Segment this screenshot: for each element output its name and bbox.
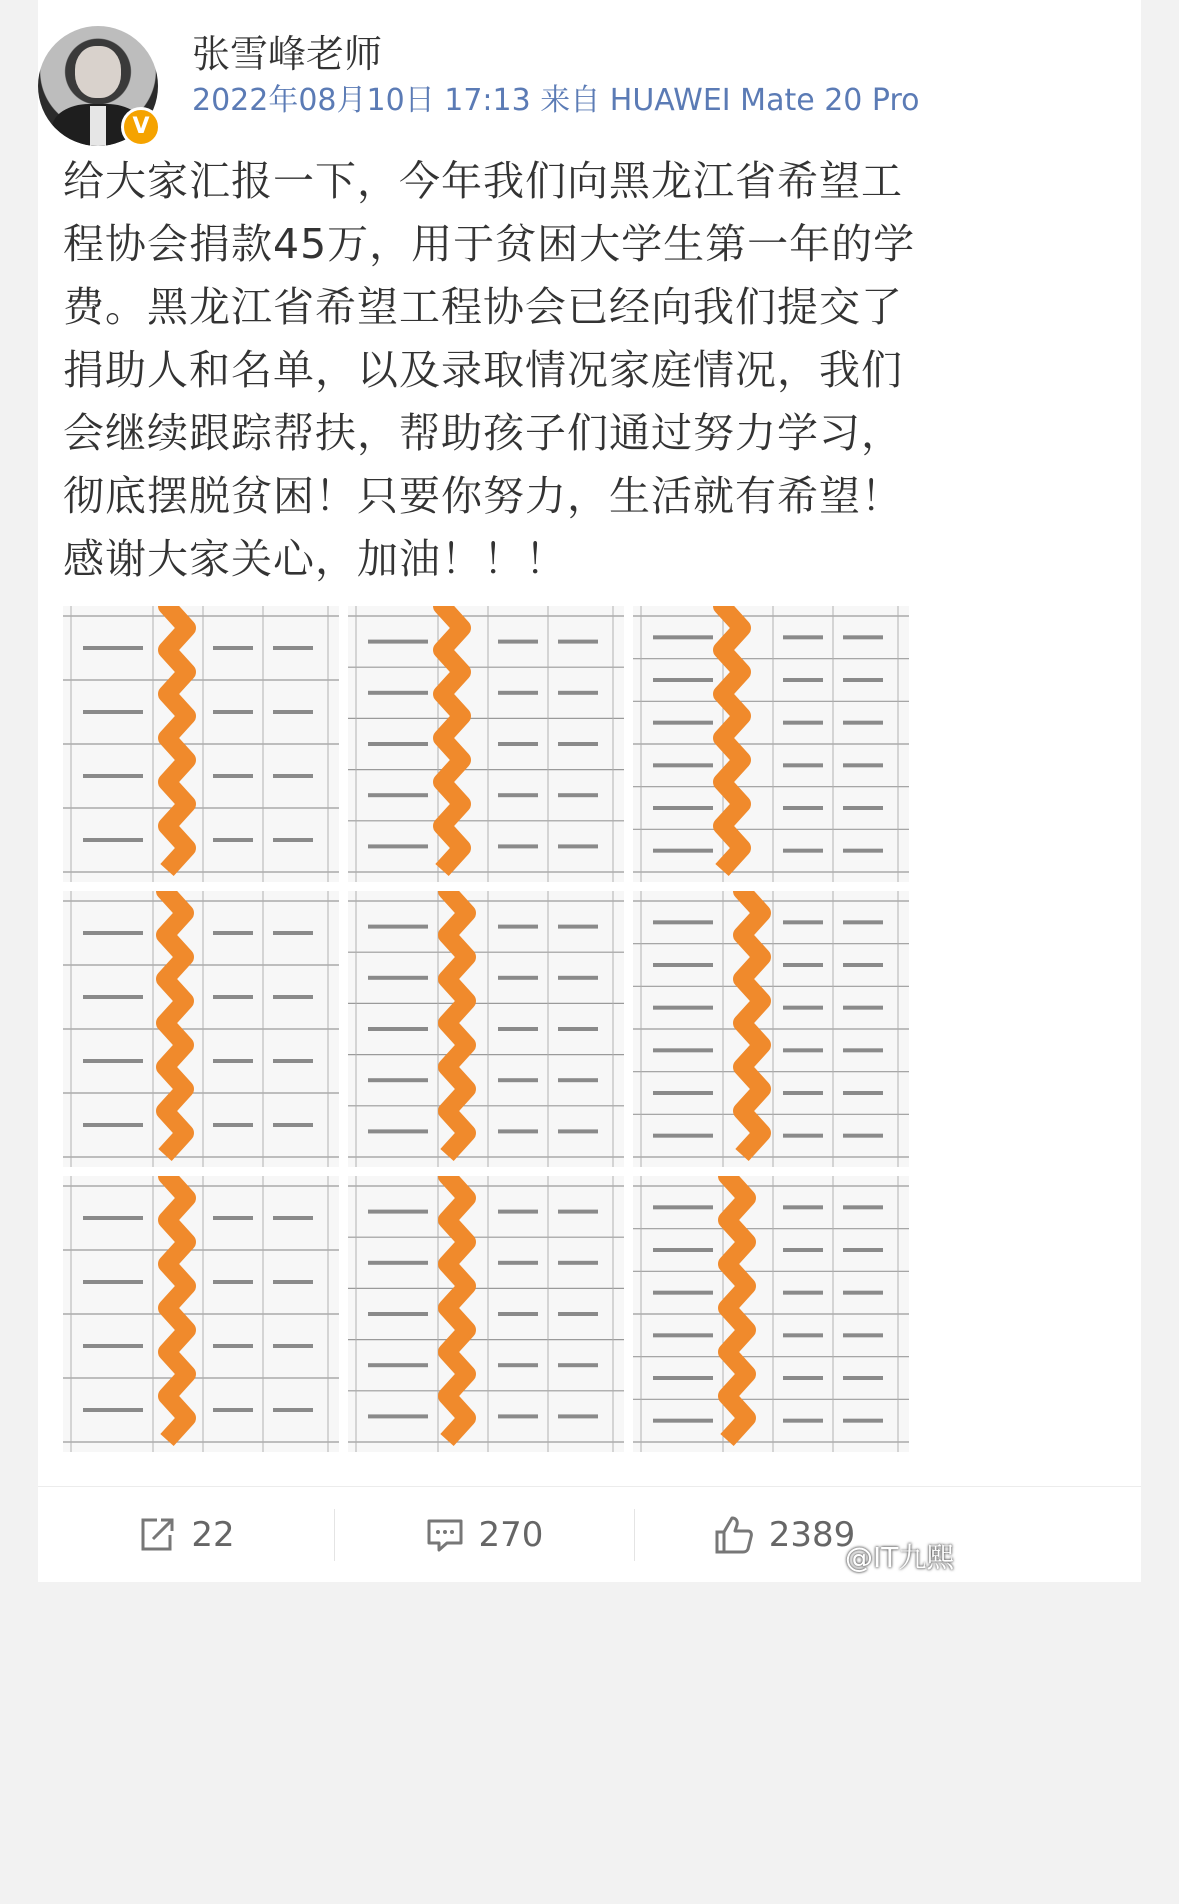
table-scan	[63, 891, 339, 1167]
share-icon	[137, 1515, 177, 1555]
photo-7[interactable]	[63, 1176, 339, 1452]
table-scan	[348, 606, 624, 882]
verified-badge-icon: V	[121, 107, 161, 147]
table-scan	[633, 1176, 909, 1452]
post-date: 2022年08月10日 17:13	[192, 83, 531, 118]
table-scan	[63, 1176, 339, 1452]
avatar-shirt	[90, 106, 106, 146]
author-name[interactable]: 张雪峰老师	[192, 32, 383, 76]
table-scan	[348, 891, 624, 1167]
post-text: 给大家汇报一下，今年我们向黑龙江省希望工程协会捐款45万，用于贫困大学生第一年的学费。黑龙江省希望工程协会已经向我们提交了捐助人和名单，以及录取情况家庭情况，我们会继续跟踪帮扶，帮助孩子们通过努力学习，彻底摆脱贫困！只要你努力，生活就有希望！感谢大家关心，加油！！！	[63, 157, 916, 583]
photo-3[interactable]	[633, 606, 909, 882]
table-scan	[633, 606, 909, 882]
redaction-scribble	[167, 1176, 187, 1440]
redaction-scribble	[447, 891, 467, 1155]
repost-count: 22	[191, 1515, 235, 1555]
redaction-scribble	[165, 891, 185, 1155]
redaction-scribble	[442, 606, 462, 870]
source-prefix: 来自	[540, 83, 601, 118]
source-device[interactable]: HUAWEI Mate 20 Pro	[609, 83, 920, 118]
image-grid	[63, 606, 909, 1456]
table-scan	[63, 606, 339, 882]
photo-2[interactable]	[348, 606, 624, 882]
comment-count: 270	[478, 1515, 544, 1555]
page-background	[0, 1582, 1179, 1904]
redaction-scribble	[167, 606, 187, 870]
photo-5[interactable]	[348, 891, 624, 1167]
repost-button[interactable]	[38, 1487, 334, 1583]
redaction-scribble	[722, 606, 742, 870]
watermark: @IT九熙	[845, 1541, 955, 1574]
table-scan	[348, 1176, 624, 1452]
table-scan	[633, 891, 909, 1167]
comment-icon	[425, 1515, 465, 1555]
redaction-scribble	[742, 891, 762, 1155]
thumbs-up-icon	[713, 1514, 755, 1556]
photo-4[interactable]	[63, 891, 339, 1167]
photo-1[interactable]	[63, 606, 339, 882]
photo-9[interactable]	[633, 1176, 909, 1452]
photo-8[interactable]	[348, 1176, 624, 1452]
action-bar	[38, 1486, 1141, 1583]
comment-button[interactable]	[334, 1487, 634, 1583]
avatar-face	[75, 46, 121, 98]
redaction-scribble	[727, 1176, 747, 1440]
like-count: 2389	[768, 1515, 856, 1555]
redaction-scribble	[447, 1176, 467, 1440]
photo-6[interactable]	[633, 891, 909, 1167]
post-meta	[192, 80, 920, 122]
